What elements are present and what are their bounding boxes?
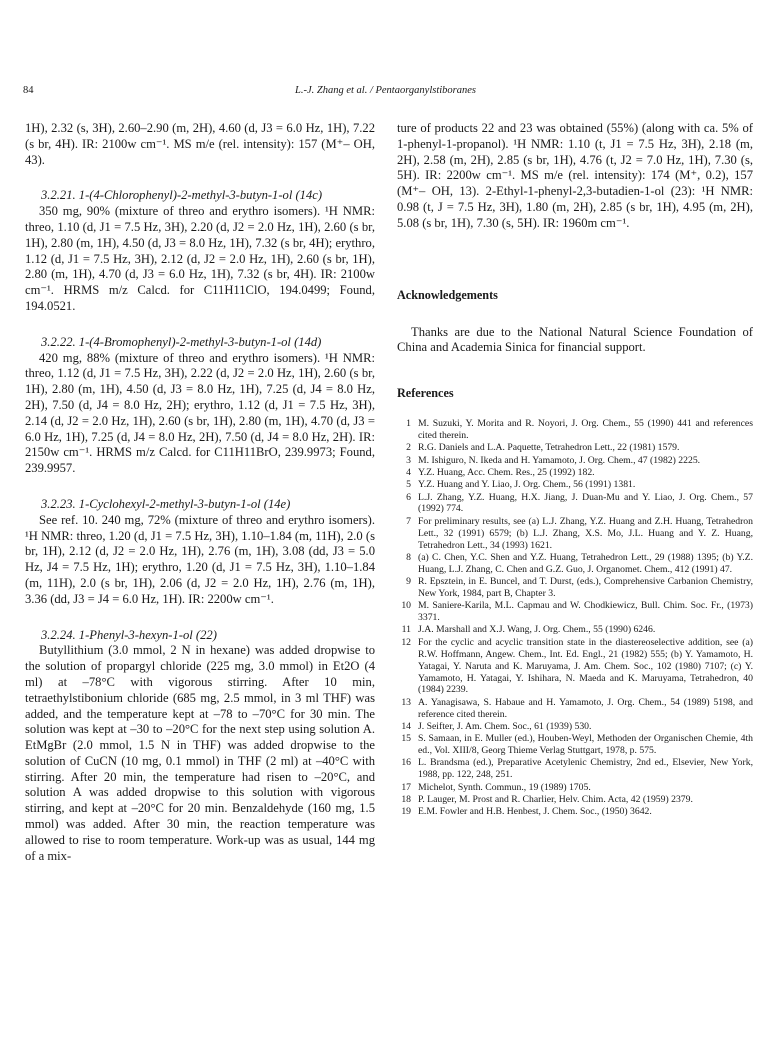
reference-text: Michelot, Synth. Commun., 19 (1989) 1705.: [418, 781, 591, 793]
reference-number: 5: [406, 479, 411, 491]
reference-item: [397, 455, 753, 467]
reference-text: J.A. Marshall and X.J. Wang, J. Org. Chem., 55 (1990) 6246.: [418, 624, 656, 636]
reference-item: [397, 637, 753, 697]
reference-text: For the cyclic and acyclic transition state in the diastereoselective addition, see (a) R.W. Hoffmann, Angew. Chem., Int. Ed. Engl., 21 (1982) 555; (b) Y. Yamamoto, H. Yatagai, Y. Naruta and K. Maruyama, J. Am. Chem. Soc., 102 (1980) 7107; (c) Y. Yamamoto, H. Yatagai, Y. Ishihara, N. Maeda and K. Maruyama, Tetrahedron, 40 (1984) 2239.: [418, 636, 753, 696]
reference-item: [397, 782, 753, 794]
reference-number: 4: [406, 466, 411, 478]
reference-item: [397, 576, 753, 600]
reference-text: M. Ishiguro, N. Ikeda and H. Yamamoto, J. Org. Chem., 47 (1982) 2225.: [418, 454, 701, 466]
reference-number: 6: [406, 491, 411, 503]
reference-item: [397, 479, 753, 491]
reference-item: [397, 624, 753, 636]
reference-number: 9: [406, 576, 411, 588]
reference-number: 7: [406, 515, 411, 527]
reference-text: (a) C. Chen, Y.C. Shen and Y.Z. Huang, Tetrahedron Lett., 29 (1988) 1395; (b) Y.Z. Huang, L.J. Zhang, C. Chen and G.Z. Guo, J. Organomet. Chem., 412 (1991) 47.: [418, 551, 753, 575]
reference-number: 3: [406, 454, 411, 466]
section-title-3-2-23: 3.2.23. 1-Cyclohexyl-2-methyl-3-butyn-1-ol (14e): [41, 496, 291, 511]
references-list: [397, 418, 753, 818]
reference-number: 12: [401, 636, 411, 648]
section-title-3-2-22: 3.2.22. 1-(4-Bromophenyl)-2-methyl-3-butyn-1-ol (14d): [41, 334, 322, 349]
section-title-3-2-21: 3.2.21. 1-(4-Chlorophenyl)-2-methyl-3-butyn-1-ol (14c): [41, 188, 323, 203]
reference-text: Y.Z. Huang and Y. Liao, J. Org. Chem., 56 (1991) 1381.: [418, 479, 636, 491]
reference-item: [397, 467, 753, 479]
reference-number: 17: [401, 781, 411, 793]
reference-number: 8: [406, 551, 411, 563]
reference-number: 13: [401, 696, 411, 708]
running-head: L.-J. Zhang et al. / Pentaorganylstiboranes: [294, 85, 477, 96]
reference-item: [397, 721, 753, 733]
reference-number: 10: [401, 600, 411, 612]
reference-text: R. Epsztein, in E. Buncel, and T. Durst, (eds.), Comprehensive Carbanion Chemistry, New York, 1984, part B, Chapter 3.: [418, 576, 753, 599]
reference-text: M. Suzuki, Y. Morita and R. Noyori, J. Org. Chem., 55 (1990) 441 and references cited therein.: [418, 418, 753, 442]
section-body-3-2-21: 350 mg, 90% (mixture of threo and erythro isomers). ¹H NMR: threo, 1.10 (d, J1 = 7.5 Hz, 3H), 2.20 (d, J2 = 2.0 Hz, 1H), 2.60 (s br, 1H), 2.80 (m, 1H), 4.50 (d, J3 = 8.0 Hz, 1H), 7.32 (s br, 4H); erythro, 1.12 (d, J1 = 7.5 Hz, 3H), 2.12 (d, J2 = 2.0 Hz, 1H), 2.60 (s br, 1H), 2.80 (m, 1H), 4.70 (d, J3 = 6.0 Hz, 1H), 7.32 (s br, 4H). IR: 2100w cm⁻¹. HRMS m/z Calcd. for C11H11ClO, 194.0499; Found, 194.0521.: [25, 204, 375, 313]
section-title-3-2-24: 3.2.24. 1-Phenyl-3-hexyn-1-ol (22): [41, 627, 217, 642]
reference-text: P. Lauger, M. Prost and R. Charlier, Helv. Chim. Acta, 42 (1959) 2379.: [418, 793, 693, 805]
reference-number: 15: [401, 733, 411, 745]
reference-number: 1: [406, 418, 411, 430]
reference-item: [397, 757, 753, 781]
reference-text: For preliminary results, see (a) L.J. Zhang, Y.Z. Huang and Z.H. Huang, Tetrahedron Lett., 32 (1991) 6579; (b) L.J. Zhang, X.S. Mo, J.L. Huang and Y. Z. Huang, Tetrahedron Lett., 34 (1993) 1621.: [418, 515, 753, 551]
reference-item: [397, 418, 753, 442]
acknowledgements-body: Thanks are due to the National Natural Science Foundation of China and Academia Sinica for financial support.: [397, 324, 753, 355]
reference-text: R.G. Daniels and L.A. Paquette, Tetrahedron Lett., 22 (1981) 1579.: [418, 442, 680, 454]
reference-text: E.M. Fowler and H.B. Henbest, J. Chem. Soc., (1950) 3642.: [418, 806, 652, 818]
section-body-3-2-22: 420 mg, 88% (mixture of threo and erythro isomers). ¹H NMR: threo, 1.12 (d, J1 = 7.5 Hz, 3H), 2.22 (d, J2 = 2.0 Hz, 1H), 2.60 (s br, 1H), 2.80 (m, 1H), 4.50 (d, J3 = 8.0 Hz, 1H), 7.25 (d, J4 = 8.0 Hz, 2H), 7.50 (d, J4 = 8.0 Hz, 2H); erythro, 1.12 (d, J1 = 7.5 Hz, 3H), 2.14 (d, J2 = 2.0 Hz, 1H), 2.60 (s br, 1H), 2.80 (m, 1H), 4.70 (d, J3 = 6.0 Hz, 1H), 7.25 (d, J4 = 8.0 Hz, 2H), 7.50 (d, J4 = 8.0 Hz, 2H). IR: 2150w cm⁻¹. HRMS m/z Calcd. for C11H11BrO, 239.9973; Found, 239.9957.: [25, 350, 375, 476]
reference-text: M. Saniere-Karila, M.L. Capmau and W. Chodkiewicz, Bull. Chim. Soc. Fr., (1973) 3371.: [418, 600, 753, 624]
left-column: [25, 121, 375, 864]
reference-item: [397, 806, 753, 818]
acknowledgements-heading: Acknowledgements: [397, 287, 498, 302]
reference-number: 16: [401, 757, 411, 769]
reference-item: [397, 516, 753, 552]
section-body-3-2-23: See ref. 10. 240 mg, 72% (mixture of threo and erythro isomers). ¹H NMR: threo, 1.20 (d, J1 = 7.5 Hz, 3H), 1.10–1.84 (m, 11H), 2.0 (s br, 1H), 2.12 (d, J2 = 2.0 Hz, 1H), 2.76 (m, 1H), 3.08 (dd, J3 = 5.0 Hz, J4 = 7.5 Hz, 1H); erythro, 1.20 (d, J1 = 7.5 Hz, 3H), 1.10–1.84 (m, 11H), 2.0 (s br, 1H), 2.06 (d, J2 = 2.0 Hz, 1H), 2.76 (m, 1H), 3.36 (dd, J3 = J4 = 6.0 Hz, 1H). IR: 2200w cm⁻¹.: [25, 512, 375, 606]
reference-item: [397, 600, 753, 624]
reference-item: [397, 442, 753, 454]
reference-item: [397, 492, 753, 516]
continued-paragraph: 1H), 2.32 (s, 3H), 2.60–2.90 (m, 2H), 4.60 (d, J3 = 6.0 Hz, 1H), 7.22 (s br, 4H). IR: 2100w cm⁻¹. MS m/e (rel. intensity): 157 (M⁺– OH, 43).: [25, 121, 375, 167]
page-header: [0, 85, 771, 101]
page-number: 84: [23, 85, 34, 96]
reference-number: 19: [401, 806, 411, 818]
reference-item: [397, 794, 753, 806]
reference-number: 2: [406, 442, 411, 454]
right-column: [397, 121, 753, 819]
reference-item: [397, 697, 753, 721]
reference-text: A. Yanagisawa, S. Habaue and H. Yamamoto, J. Org. Chem., 54 (1989) 5198, and reference cited therein.: [418, 696, 753, 720]
references-heading: References: [397, 386, 454, 401]
continued-paragraph-right: ture of products 22 and 23 was obtained (55%) (along with ca. 5% of 1-phenyl-1-propanol). ¹H NMR: 1.10 (t, J1 = 7.5 Hz, 3H), 2.18 (m, 2H), 2.58 (m, 2H), 2.85 (s br, 1H), 4.76 (t, J2 = 7.0 Hz, 1H), 7.30 (s, 5H). IR: 2200w cm⁻¹. MS m/e (rel. intensity): 174 (M⁺, 0.2), 157 (M⁺– OH, 13). 2-Ethyl-1-phenyl-2,3-butadien-1-ol (23): ¹H NMR: 0.98 (t, J = 7.5 Hz, 3H), 1.80 (m, 2H), 2.85 (s br, 1H), 4.95 (m, 2H), 5.08 (s br, 1H), 7.30 (s, 5H). IR: 1960m cm⁻¹.: [397, 121, 753, 230]
reference-number: 11: [401, 624, 411, 636]
reference-text: S. Samaan, in E. Muller (ed.), Houben-Weyl, Methoden der Organischen Chemie, 4th ed., Vol. XIII/8, Georg Thieme Verlag Stuttgart, 1978, p. 575.: [418, 733, 753, 757]
reference-text: Y.Z. Huang, Acc. Chem. Res., 25 (1992) 182.: [418, 466, 595, 478]
reference-number: 18: [401, 793, 411, 805]
reference-text: J. Seifter, J. Am. Chem. Soc., 61 (1939) 530.: [418, 720, 592, 732]
reference-text: L. Brandsma (ed.), Preparative Acetylenic Chemistry, 2nd ed., Elsevier, New York, 1988, pp. 122, 248, 251.: [418, 757, 753, 781]
reference-text: L.J. Zhang, Y.Z. Huang, H.X. Jiang, J. Duan-Mu and Y. Liao, J. Org. Chem., 57 (1992) 774.: [418, 491, 753, 515]
reference-number: 14: [401, 720, 411, 732]
section-body-3-2-24: Butyllithium (3.0 mmol, 2 N in hexane) was added dropwise to the solution of propargyl chloride (225 mg, 3.0 mmol) in Et2O (4 ml) at –78°C with vigorous stirring. After 10 min, tetraethylstibonium chloride (685 mg, 2.5 mmol, in 3 ml THF) was added, and the temperature kept at –78 to –70°C for 30 min. The solution was kept at –30 to –20°C for the next step using solution A. EtMgBr (2.0 mmol, 1.5 N in THF) was added dropwise to the solution of CuCN (10 mg, 0.1 mmol) in THF (2 ml) at –40°C with stirring. After 20 min, the temperature had risen to –20°C, and solution A was added dropwise to this solution with vigorous stirring, and kept at –20°C for 20 min. Benzaldehyde (160 mg, 1.5 mmol) was added. After 30 min, the reaction temperature was allowed to rise to room temperature. Work-up was as usual, 144 mg of a mix-: [25, 643, 375, 863]
reference-item: [397, 552, 753, 576]
reference-item: [397, 733, 753, 757]
